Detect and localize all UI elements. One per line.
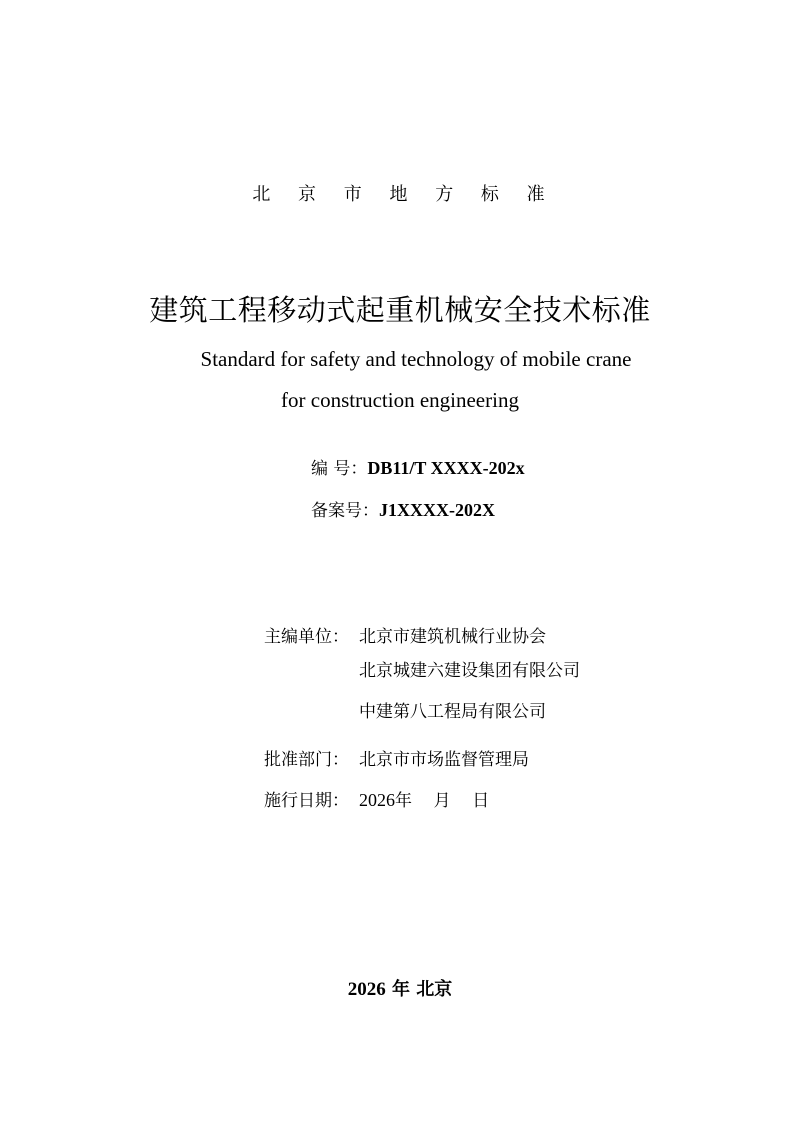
standard-number-value: DB11/T XXXX-202x bbox=[367, 458, 525, 478]
effective-date-row bbox=[264, 786, 489, 811]
title-english-line-1: Standard for safety and technology of mobile crane bbox=[200, 347, 632, 371]
footer-place: 年 北京 bbox=[392, 979, 453, 1000]
title-chinese: 建筑工程移动式起重机械安全技术标准 bbox=[149, 293, 651, 327]
footer-year: 2026 bbox=[347, 979, 386, 1000]
approver-label: 批准部门： bbox=[264, 750, 349, 770]
effective-date-rest: 年 月 日 bbox=[395, 791, 490, 811]
chief-editor-row bbox=[264, 622, 546, 647]
chief-editor-3: 中建第八工程局有限公司 bbox=[359, 702, 546, 722]
standard-category: 北 京 市 地 方 标 准 bbox=[252, 184, 556, 205]
standard-number bbox=[311, 454, 525, 479]
publication-footer bbox=[0, 975, 800, 1001]
title-english-line-2: for construction engineering bbox=[281, 388, 519, 412]
chief-editor-label: 主编单位： bbox=[264, 627, 349, 647]
effective-date-label: 施行日期： bbox=[264, 791, 349, 811]
standard-number-label: 编 号： bbox=[311, 459, 368, 479]
chief-editor-2: 北京城建六建设集团有限公司 bbox=[359, 661, 580, 681]
record-number-label: 备案号： bbox=[311, 501, 379, 521]
approver-value: 北京市市场监督管理局 bbox=[359, 750, 529, 770]
chief-editor-1: 北京市建筑机械行业协会 bbox=[359, 627, 546, 647]
approver-row bbox=[264, 745, 529, 770]
record-number bbox=[311, 496, 495, 521]
effective-date-year: 2026 bbox=[359, 790, 395, 810]
record-number-value: J1XXXX-202X bbox=[379, 500, 495, 520]
